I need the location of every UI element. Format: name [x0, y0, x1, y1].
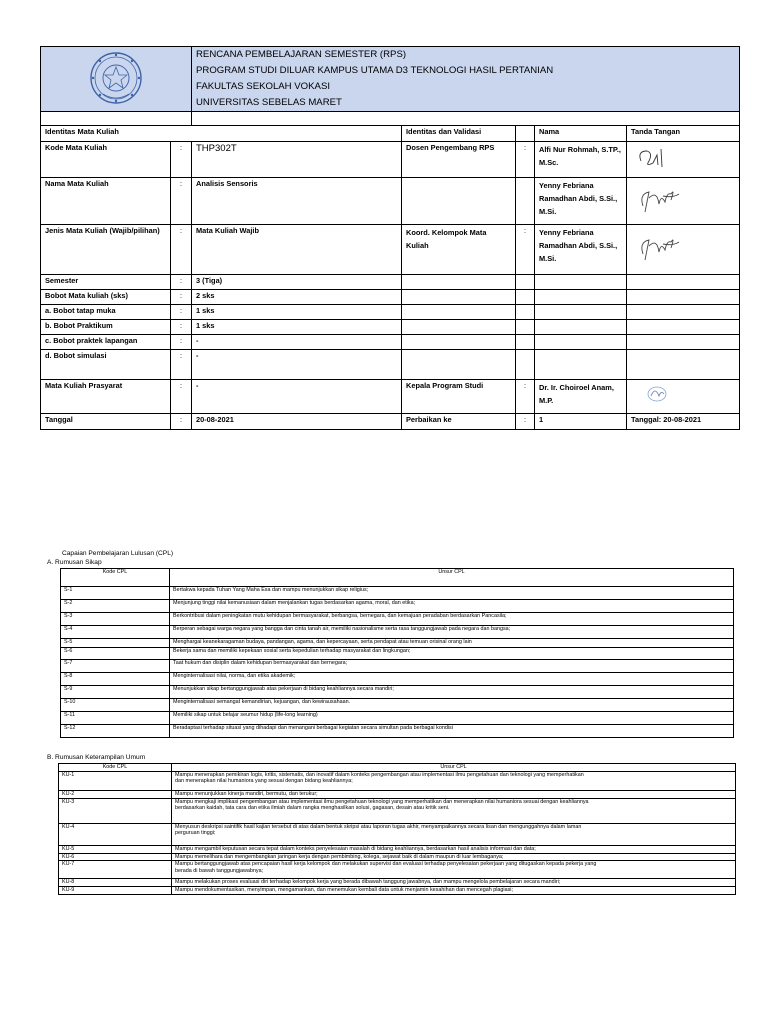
- sikap-row: [61, 600, 734, 613]
- course-code: THP302T: [192, 142, 402, 178]
- sikap-row: [61, 686, 734, 699]
- sikap-text: Taat hukum dan disiplin dalam kehidupan bermasyarakat dan bernegara;: [170, 660, 734, 673]
- header-faculty: FAKULTAS SEKOLAH VOKASI: [196, 81, 331, 92]
- ku-text: [172, 790, 736, 798]
- section-sikap-title: A. Rumusan Sikap: [47, 559, 102, 566]
- header-title: RENCANA PEMBELAJARAN SEMESTER (RPS): [196, 49, 407, 60]
- semester-value: 3 (Tiga): [192, 275, 402, 290]
- course-type: Mata Kuliah Wajib: [192, 225, 402, 275]
- row-label: Kode Mata Kuliah: [41, 142, 171, 178]
- sikap-row: [61, 673, 734, 686]
- ku-text: [172, 845, 736, 853]
- cpl-title: Capaian Pembelajaran Lulusan (CPL): [62, 550, 174, 557]
- koord-name-2: Yenny Febriana Ramadhan Abdi, S.Si., M.Si.: [535, 225, 627, 275]
- sikap-header-desc: Unsur CPL: [170, 569, 734, 587]
- sikap-row: [61, 660, 734, 673]
- sikap-text: Bertakwa kepada Tuhan Yang Maha Esa dan mampu menunjukkan sikap religius;: [170, 587, 734, 600]
- ku-text: [172, 853, 736, 861]
- date-value: 20-08-2021: [192, 414, 402, 430]
- sikap-text: Beradaptasi terhadap situasi yang dihadapi dan menangani berbagai kegiatan secara simultan pada berbagai kondisi: [170, 725, 734, 738]
- spacer-cell: [41, 112, 192, 126]
- sikap-text: Menginternalisasi semangat kemandirian, kejuangan, dan kewirausahaan.: [170, 699, 734, 712]
- spacer-cell: [192, 112, 740, 126]
- rps-identity-table: RENCANA PEMBELAJARAN SEMESTER (RPS) PROGRAM STUDI DILUAR KAMPUS UTAMA D3 TEKNOLOGI HASIL PERTANIAN FAKULTAS SEKOLAH VOKASI UNIVERSITAS SEBELAS MARET Identitas Mata Kuliah Identitas dan Validasi Nama Tanda Tangan Kode Mata Kuliah : THP302T Dosen Pengembang RPS : Alfi Nur Rohmah, S.TP., M.Sc. Nama Mata Kuliah : Analisis Sensoris Yenny Febriana Ramadhan Abdi, S.Si., M.Si. Jenis Mata Kuliah (Wajib/pilihan) : Mata Kuliah Wajib Koord. Kelompok Mata Kuliah : Yenny Febriana Ramadhan Abdi, S.Si., M.Si. Semester : 3 (Tiga) Bobot Mata kuliah (sks) : 2 sks a. Bobot tatap muka : 1 sks b. Bobot Praktikum : 1 sks c. Bobot praktek lapangan : - d. Bobot simulasi : - Mata Kuliah Prasyarat : - Kepala Program Studi : Dr. Ir. Choiroel Anam, M.P. Tanggal : 20-08-2021 Perbaikan ke : 1 Tanggal: 20-08-2021: [40, 46, 740, 430]
- ku-text: [172, 798, 736, 823]
- logo-cell: [41, 47, 192, 112]
- university-seal-icon: [83, 48, 149, 108]
- header-program: PROGRAM STUDI DILUAR KAMPUS UTAMA D3 TEKNOLOGI HASIL PERTANIAN: [196, 65, 554, 76]
- ku-text: [172, 861, 736, 879]
- ku-text-line: Menyusun deskripsi saintifik hasil kajian tersebut di atas dalam bentuk skripsi atau laporan tugas akhir, menyampaikannya secara lisan dan mengunggahnya dalam laman: [175, 823, 582, 830]
- revision-label: Perbaikan ke: [402, 414, 516, 430]
- kaprodi-label: Kepala Program Studi: [402, 380, 516, 414]
- ku-row: [59, 771, 736, 790]
- ku-text: [172, 879, 736, 887]
- sikap-row: [61, 712, 734, 725]
- ku-text-line: berada di bawah tanggungjawabnya;: [175, 867, 264, 874]
- ku-text: [172, 823, 736, 845]
- sikap-code: S-5: [61, 639, 170, 648]
- identity-header: Identitas Mata Kuliah: [41, 126, 402, 142]
- sikap-header-code: Kode CPL: [61, 569, 170, 587]
- ku-text-line: perguruan tinggi;: [175, 830, 216, 837]
- credit-value: 2 sks: [192, 290, 402, 305]
- signature-kaprodi: [627, 380, 740, 414]
- ku-table: [58, 763, 736, 895]
- ku-row: [59, 879, 736, 887]
- koord-name-1: Yenny Febriana Ramadhan Abdi, S.Si., M.Si.: [535, 178, 627, 225]
- ku-code: KU-4: [59, 823, 172, 845]
- sikap-row: [61, 639, 734, 648]
- document-header: [192, 47, 740, 112]
- sikap-text: Menghargai keanekaragaman budaya, pandangan, agama, dan kepercayaan, serta pendapat atau temuan orisinal orang lain: [170, 639, 734, 648]
- ku-text-line: Mampu bertanggungjawab atas pencapaian hasil kerja kelompok dan melakukan supervisi dan evaluasi terhadap penyelesaian pekerjaan yang ditugaskan kepada pekerja yang: [175, 861, 597, 868]
- sikap-text: Memiliki sikap untuk belajar seumur hidup (life-long learning): [170, 712, 734, 725]
- kaprodi-name: Dr. Ir. Choiroel Anam, M.P.: [535, 380, 627, 414]
- ku-text-line: Mampu mendokumentasikan, menyimpan, mengamankan, dan menemukan kembali data untuk menjamin kesahihan dan mencegah plagiasi;: [175, 887, 514, 894]
- sikap-code: S-9: [61, 686, 170, 699]
- ku-row: [59, 798, 736, 823]
- revision-value: 1: [535, 414, 627, 430]
- ku-text-line: Mampu memelihara dan mengembangkan jaringan kerja dengan pembimbing, kolega, sejawat baik di dalam maupun di luar lembaganya;: [175, 853, 504, 860]
- sikap-text: Menunjukkan sikap bertanggungjawab atas pekerjaan di bidang keahliannya secara mandiri;: [170, 686, 734, 699]
- sikap-row: [61, 613, 734, 626]
- sikap-code: S-7: [61, 660, 170, 673]
- name-header: Nama: [535, 126, 627, 142]
- ku-text-line: Mampu menunjukkan kinerja mandiri, bermutu, dan terukur;: [175, 790, 318, 797]
- sikap-text: Bekerja sama dan memiliki kepekaan sosial serta kepedulian terhadap masyarakat dan lingkungan;: [170, 648, 734, 660]
- course-name: Analisis Sensoris: [192, 178, 402, 225]
- ku-text: [172, 771, 736, 790]
- validation-header: Identitas dan Validasi: [402, 126, 516, 142]
- sikap-code: S-1: [61, 587, 170, 600]
- ku-text: [172, 887, 736, 895]
- dosen-label: Dosen Pengembang RPS: [402, 142, 516, 178]
- ku-header-code: Kode CPL: [59, 764, 172, 772]
- sikap-text: Menjunjung tinggi nilai kemanusiaan dalam menjalankan tugas berdasarkan agama, moral, dan etika;: [170, 600, 734, 613]
- signature-koord-1: [627, 178, 740, 225]
- signature-icon: [627, 180, 687, 220]
- signature-icon: [627, 228, 687, 268]
- ku-code: KU-3: [59, 798, 172, 823]
- sikap-code: S-4: [61, 626, 170, 639]
- ku-text-line: Mampu menerapkan pemikiran logis, kritis, sistematis, dan inovatif dalam konteks pengembangan atau implementasi ilmu pengetahuan dan teknologi yang memperhatikan: [175, 771, 584, 778]
- dosen-name: Alfi Nur Rohmah, S.TP., M.Sc.: [535, 142, 627, 178]
- sikap-code: S-2: [61, 600, 170, 613]
- ku-text-line: Mampu mengambil keputusan secara tepat dalam konteks penyelesaian masalah di bidang keahliannya, berdasarkan hasil analisis informasi dan data;: [175, 845, 536, 852]
- sikap-text: Menginternalisasi nilai, norma, dan etika akademik;: [170, 673, 734, 686]
- sikap-code: S-12: [61, 725, 170, 738]
- ku-row: [59, 861, 736, 879]
- sikap-text: Berkontribusi dalam peningkatan mutu kehidupan bermasyarakat, berbangsa, bernegara, dan kemajuan peradaban berdasarkan Pancasila;: [170, 613, 734, 626]
- signature-koord-2: [627, 225, 740, 275]
- sikap-row: [61, 648, 734, 660]
- ku-code: KU-7: [59, 861, 172, 879]
- ku-row: [59, 887, 736, 895]
- ku-code: KU-6: [59, 853, 172, 861]
- ku-code: KU-5: [59, 845, 172, 853]
- sikap-code: S-8: [61, 673, 170, 686]
- ku-text-line: Mampu mengkaji implikasi pengembangan atau implementasi ilmu pengetahuan teknologi yang memperhatikan dan menerapkan nilai humaniora sesuai dengan keahliannya: [175, 798, 589, 805]
- sikap-row: [61, 699, 734, 712]
- ku-row: [59, 790, 736, 798]
- sikap-code: S-10: [61, 699, 170, 712]
- ku-text-line: Mampu melakukan proses evaluasi diri terhadap kelompok kerja yang berada dibawah tanggung jawabnya, dan mampu mengelola pembelajaran secara mandiri;: [175, 879, 561, 886]
- ku-code: KU-2: [59, 790, 172, 798]
- sikap-row: [61, 587, 734, 600]
- sikap-code: S-6: [61, 648, 170, 660]
- signature-icon: [627, 380, 687, 410]
- koord-label: Koord. Kelompok Mata Kuliah: [402, 225, 516, 275]
- signature-date: Tanggal: 20-08-2021: [627, 414, 740, 430]
- sikap-table: [60, 568, 734, 738]
- signature-dosen: [627, 142, 740, 178]
- sikap-text: Berperan sebagai warga negara yang bangga dan cinta tanah air, memiliki nasionalisme serta rasa tanggungjawab pada negara dan bangsa;: [170, 626, 734, 639]
- ku-code: KU-9: [59, 887, 172, 895]
- sikap-row: [61, 725, 734, 738]
- ku-code: KU-1: [59, 771, 172, 790]
- ku-text-line: dan menerapkan nilai humaniora yang sesuai dengan bidang keahliannya;: [175, 778, 353, 785]
- ku-code: KU-8: [59, 879, 172, 887]
- sikap-code: S-3: [61, 613, 170, 626]
- ku-text-line: berdasarkan kaidah, tata cara dan etika ilmiah dalam rangka menghasilkan solusi, gagasan, desain atau kritik seni.: [175, 805, 450, 812]
- ku-header-desc: Unsur CPL: [172, 764, 736, 772]
- sikap-row: [61, 626, 734, 639]
- sikap-code: S-11: [61, 712, 170, 725]
- signature-header: Tanda Tangan: [627, 126, 740, 142]
- ku-row: [59, 853, 736, 861]
- ku-row: [59, 823, 736, 845]
- signature-icon: [627, 143, 687, 173]
- section-ku-title: B. Rumusan Keterampilan Umum: [47, 754, 146, 761]
- header-university: UNIVERSITAS SEBELAS MARET: [196, 97, 342, 108]
- ku-row: [59, 845, 736, 853]
